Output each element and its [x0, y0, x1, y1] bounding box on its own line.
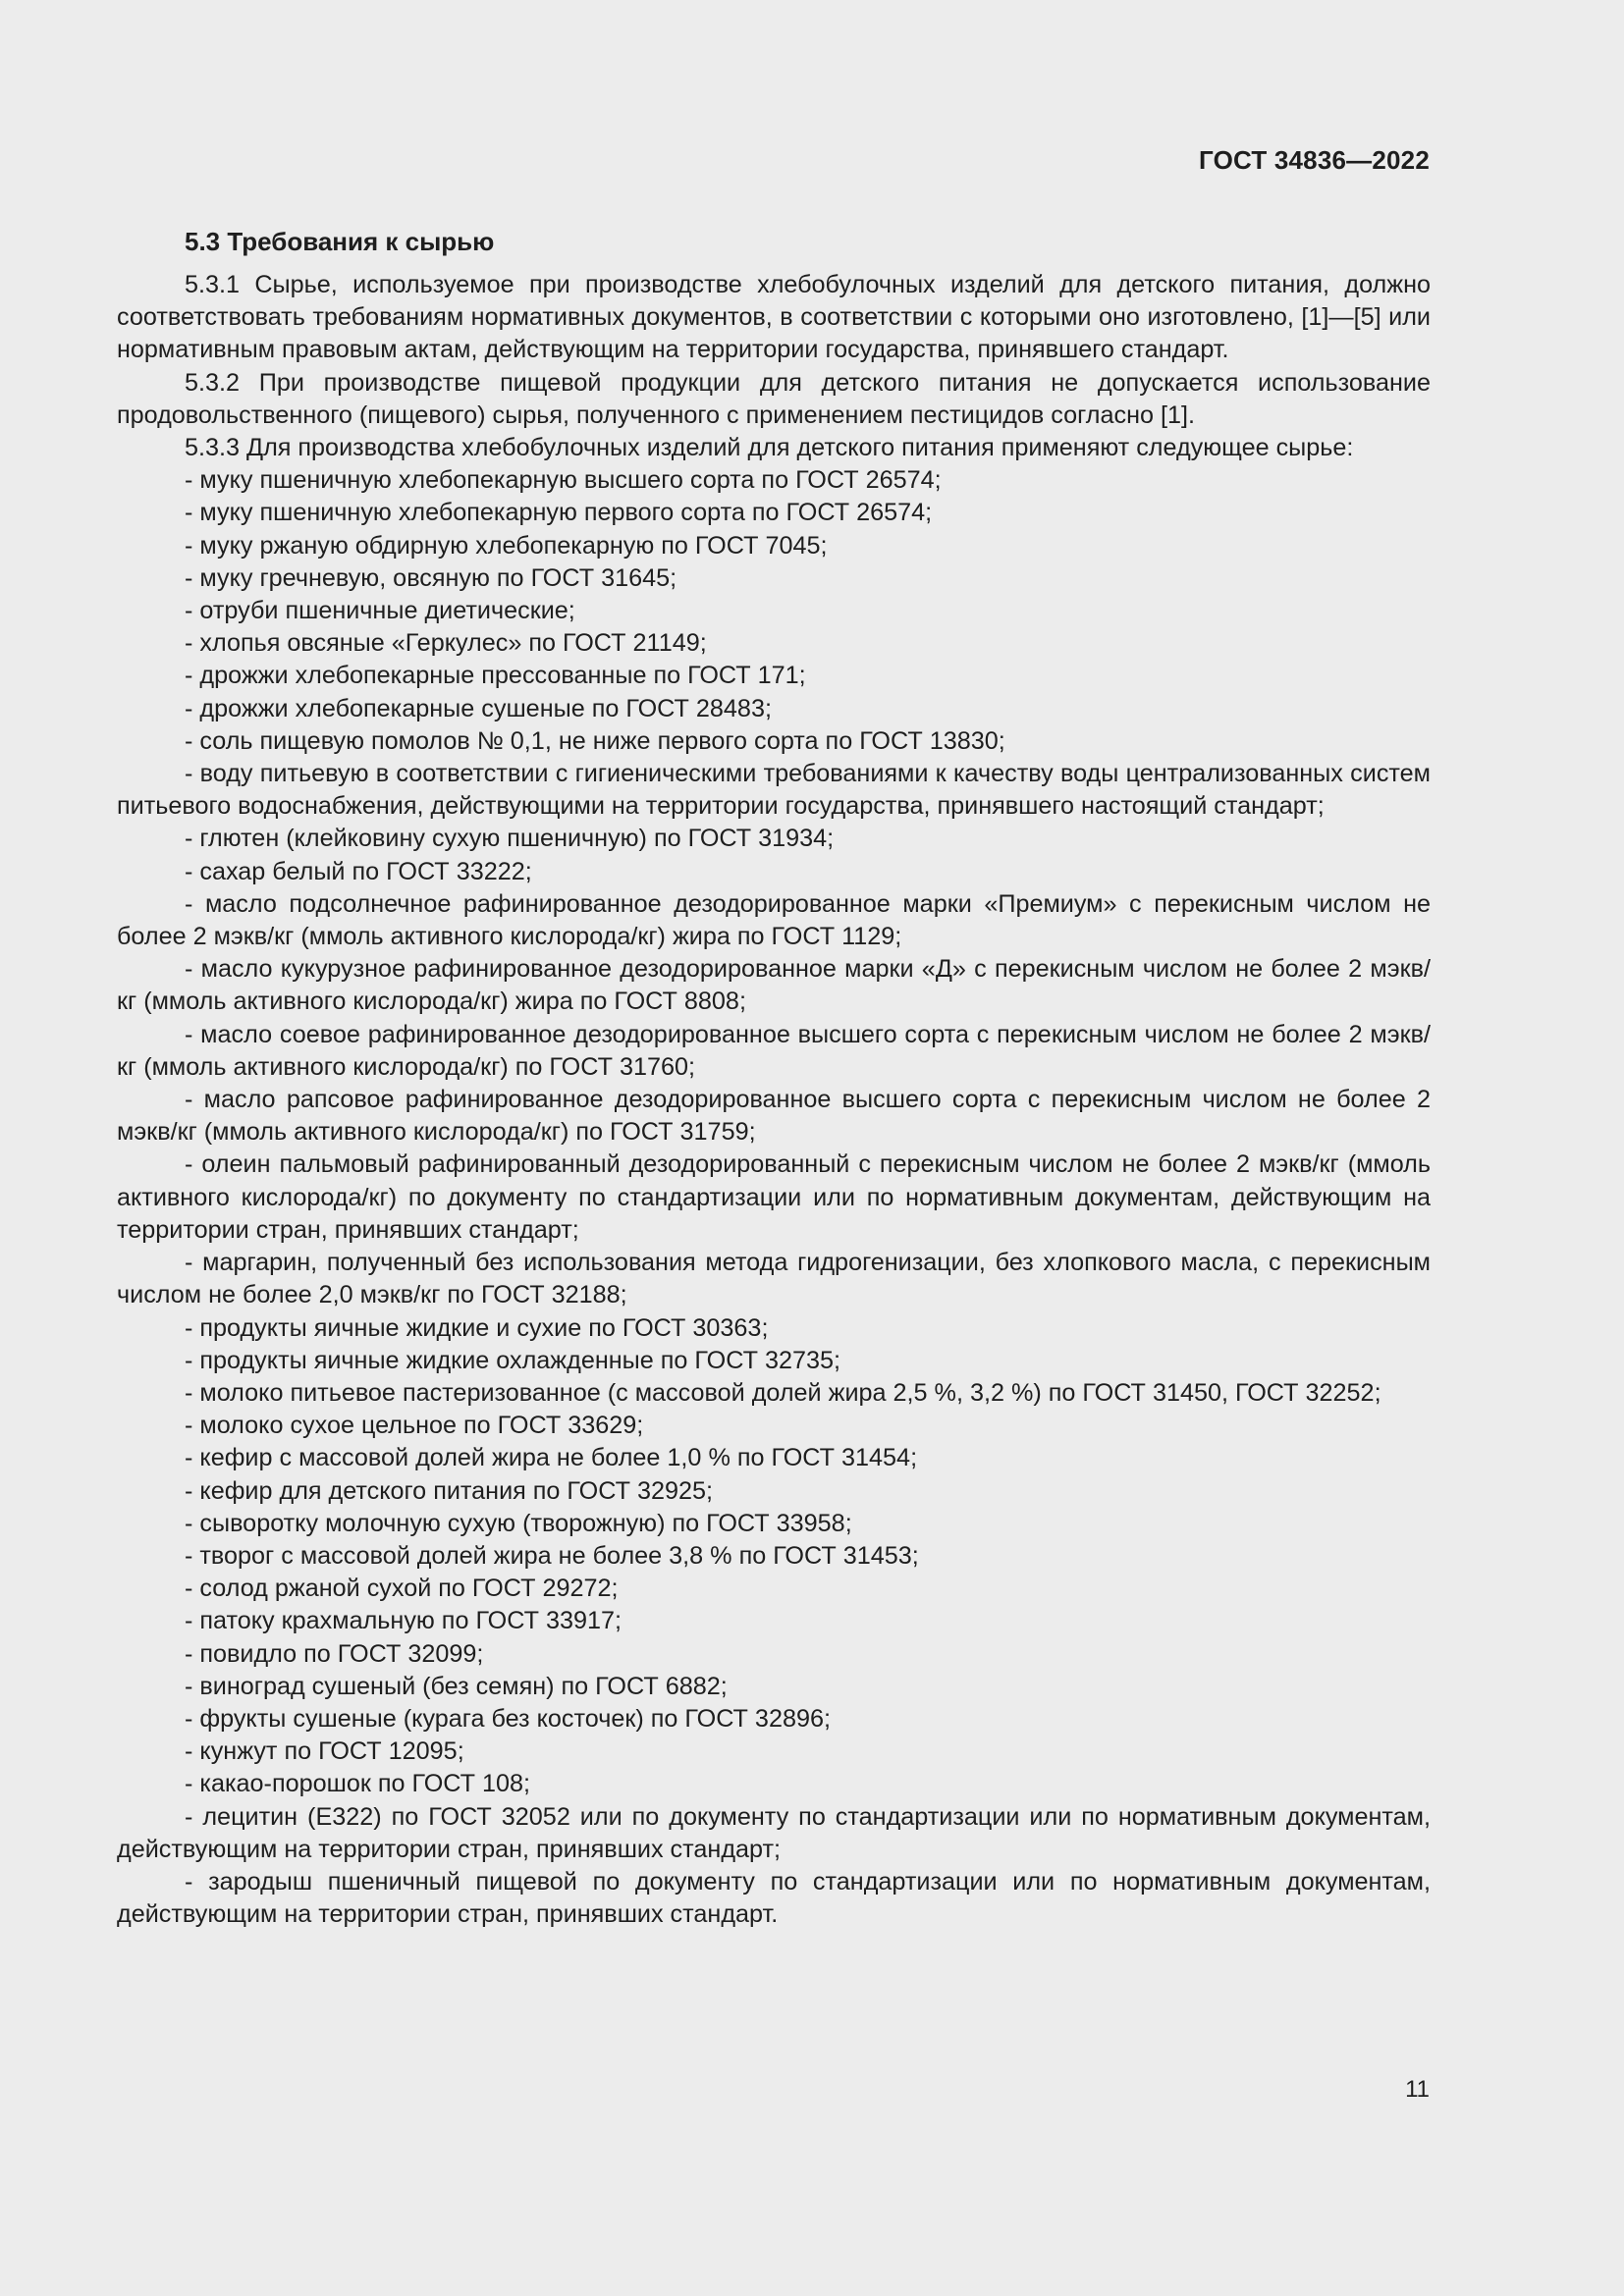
list-item: - продукты яичные жидкие и сухие по ГОСТ 30363; [185, 1313, 769, 1342]
paragraph-5-3-1: 5.3.1 Сырье, используемое при производстве хлебобулочных изделий для детского питания, должно соответствовать требованиям нормативных документов, в соответствии с которыми оно изготовлено, [1]—[5] или нормативным правовым актам, действующим на территории государства, принявшего стандарт. [117, 271, 1431, 364]
list-item: - сахар белый по ГОСТ 33222; [185, 857, 532, 885]
list-item: - отруби пшеничные диетические; [185, 597, 575, 625]
raw-materials-list [117, 464, 1431, 1931]
list-item: - кунжут по ГОСТ 12095; [185, 1737, 464, 1766]
list-item: - муку пшеничную хлебопекарную высшего сорта по ГОСТ 26574; [185, 466, 942, 495]
paragraph-5-3-2: 5.3.2 При производстве пищевой продукции для детского питания не допускается использование продовольственного (пищевого) сырья, полученного с применением пестицидов согласно [1]. [117, 368, 1431, 429]
paragraph-5-3-3: 5.3.3 Для производства хлебобулочных изделий для детского питания применяют следующее сырье: [185, 434, 1354, 462]
page-number: 11 [1405, 2076, 1430, 2103]
list-item: - какао-порошок по ГОСТ 108; [185, 1770, 531, 1798]
list-item: - дрожжи хлебопекарные сушеные по ГОСТ 28483; [185, 694, 772, 722]
page-content [117, 224, 1431, 1931]
list-item: - муку пшеничную хлебопекарную первого сорта по ГОСТ 26574; [185, 499, 933, 527]
list-item: - продукты яичные жидкие охлажденные по ГОСТ 32735; [185, 1346, 841, 1374]
list-item: - дрожжи хлебопекарные прессованные по ГОСТ 171; [185, 662, 806, 690]
list-item: - масло кукурузное рафинированное дезодорированное марки «Д» с перекисным числом не более 2 мэкв/кг (ммоль активного кислорода/кг) жира по ГОСТ 8808; [117, 955, 1431, 1016]
list-item: - молоко питьевое пастеризованное (с массовой долей жира 2,5 %, 3,2 %) по ГОСТ 31450, ГОСТ 32252; [185, 1378, 1381, 1407]
list-item: - соль пищевую помолов № 0,1, не ниже первого сорта по ГОСТ 13830; [185, 726, 1005, 755]
list-item: - воду питьевую в соответствии с гигиеническими требованиями к качеству воды централизованных систем питьевого водоснабжения, действующими на территории государства, принявшего настоящий стандарт; [117, 760, 1431, 821]
document-code: ГОСТ 34836—2022 [1199, 145, 1430, 175]
list-item: - масло подсолнечное рафинированное дезодорированное марки «Премиум» с перекисным числом не более 2 мэкв/кг (ммоль активного кислорода/кг) жира по ГОСТ 1129; [117, 889, 1431, 951]
list-item: - кефир с массовой долей жира не более 1,0 % по ГОСТ 31454; [185, 1444, 918, 1472]
list-item: - фрукты сушеные (курага без косточек) по ГОСТ 32896; [185, 1704, 831, 1733]
list-item: - масло рапсовое рафинированное дезодорированное высшего сорта с перекисным числом не более 2 мэкв/кг (ммоль активного кислорода/кг) по ГОСТ 31759; [117, 1086, 1431, 1147]
list-item: - молоко сухое цельное по ГОСТ 33629; [185, 1412, 644, 1440]
list-item: - виноград сушеный (без семян) по ГОСТ 6882; [185, 1672, 728, 1700]
list-item: - сыворотку молочную сухую (творожную) по ГОСТ 33958; [185, 1509, 852, 1537]
list-item: - лецитин (Е322) по ГОСТ 32052 или по документу по стандартизации или по нормативным документам, действующим на территории стран, принявших стандарт; [117, 1802, 1431, 1863]
list-item: - муку гречневую, овсяную по ГОСТ 31645; [185, 563, 677, 592]
list-item: - хлопья овсяные «Геркулес» по ГОСТ 21149; [185, 629, 707, 658]
list-item: - патоку крахмальную по ГОСТ 33917; [185, 1607, 623, 1635]
list-item: - творог с массовой долей жира не более 3,8 % по ГОСТ 31453; [185, 1541, 919, 1570]
list-item: - повидло по ГОСТ 32099; [185, 1639, 484, 1668]
list-item: - солод ржаной сухой по ГОСТ 29272; [185, 1575, 619, 1603]
list-item: - зародыш пшеничный пищевой по документу по стандартизации или по нормативным документам, действующим на территории стран, принявших стандарт. [117, 1867, 1431, 1929]
list-item: - масло соевое рафинированное дезодорированное высшего сорта с перекисным числом не более 2 мэкв/кг (ммоль активного кислорода/кг) по ГОСТ 31760; [117, 1020, 1431, 1081]
section-heading: 5.3 Требования к сырью [185, 227, 495, 256]
list-item: - муку ржаную обдирную хлебопекарную по ГОСТ 7045; [185, 531, 828, 560]
list-item: - маргарин, полученный без использования метода гидрогенизации, без хлопкового масла, с перекисным числом не более 2,0 мэкв/кг по ГОСТ 32188; [117, 1249, 1431, 1309]
list-item: - кефир для детского питания по ГОСТ 32925; [185, 1476, 714, 1505]
list-item: - олеин пальмовый рафинированный дезодорированный с перекисным числом не более 2 мэкв/кг (ммоль активного кислорода/кг) по документу по стандартизации или по нормативным документам, действующим на территории стран, принявших стандарт; [117, 1150, 1431, 1244]
list-item: - глютен (клейковину сухую пшеничную) по ГОСТ 31934; [185, 825, 835, 853]
